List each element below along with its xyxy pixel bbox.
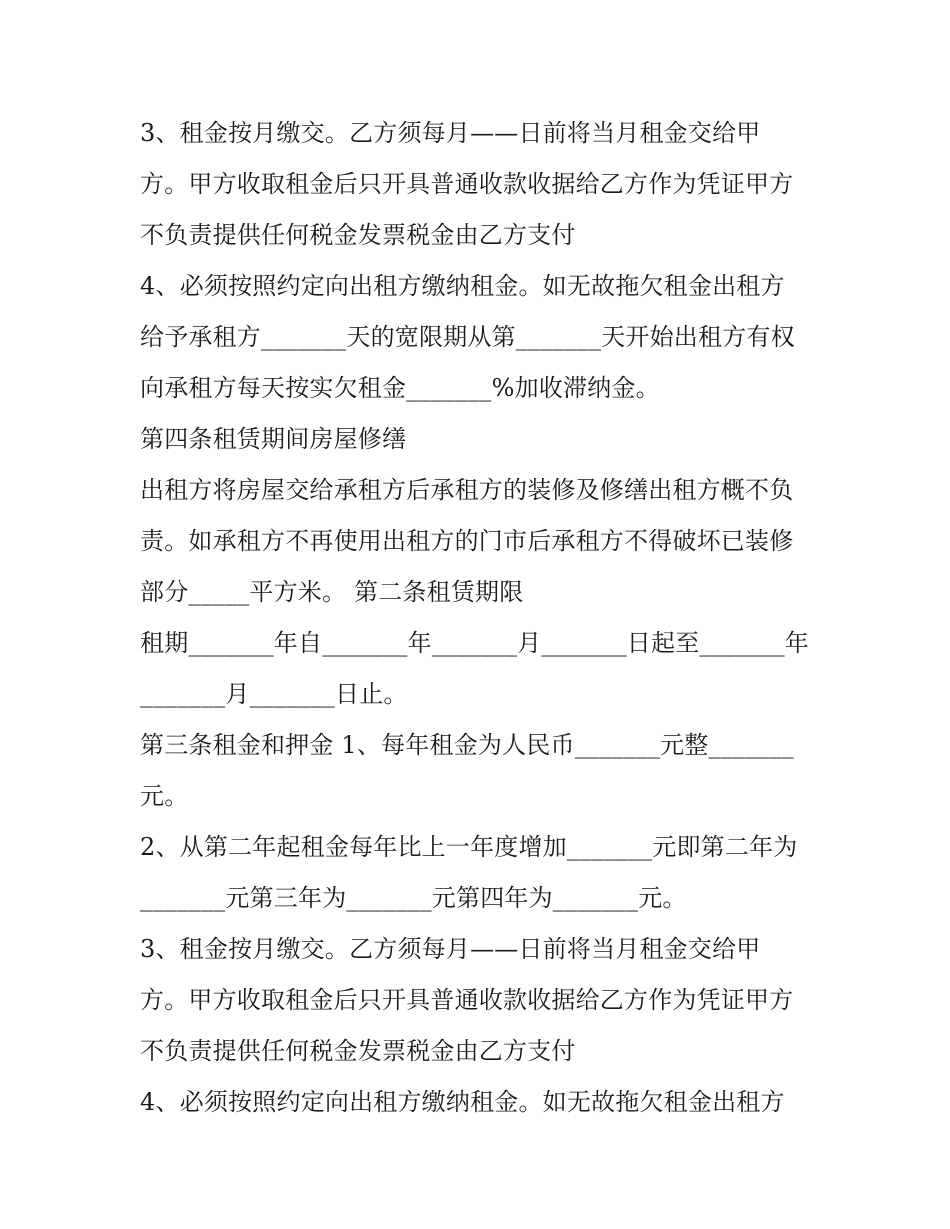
paragraph-line: _______元第三年为_______元第四年为_______元。 xyxy=(140,884,687,912)
paragraph-line: 第三条租金和押金 1、每年租金为人民币_______元整_______ xyxy=(140,731,794,759)
paragraph-line: 方。甲方收取租金后只开具普通收款收据给乙方作为凭证甲方 xyxy=(140,986,794,1014)
paragraph-line: 部分_____平方米。 第二条租赁期限 xyxy=(140,578,524,606)
paragraph-line: 4、必须按照约定向出租方缴纳租金。如无故拖欠租金出租方 xyxy=(140,1088,785,1116)
paragraph-line: 元。 xyxy=(140,782,189,810)
paragraph-line: 4、必须按照约定向出租方缴纳租金。如无故拖欠租金出租方 xyxy=(140,272,785,300)
paragraph-line: 2、从第二年起租金每年比上一年度增加_______元即第二年为 xyxy=(140,833,798,861)
paragraph-line: 3、租金按月缴交。乙方须每月——日前将当月租金交给甲 xyxy=(140,935,761,963)
section-heading: 第四条租赁期间房屋修缮 xyxy=(140,425,407,453)
paragraph-line: 3、租金按月缴交。乙方须每月——日前将当月租金交给甲 xyxy=(140,119,761,147)
paragraph-line: 给予承租方_______天的宽限期从第_______天开始出租方有权 xyxy=(140,323,795,351)
paragraph-line: _______月_______日止。 xyxy=(140,680,408,708)
paragraph-line: 不负责提供任何税金发票税金由乙方支付 xyxy=(140,1037,576,1065)
document-body xyxy=(140,108,830,1128)
paragraph-line: 出租方将房屋交给承租方后承租方的装修及修缮出租方概不负 xyxy=(140,476,794,504)
paragraph-line: 不负责提供任何税金发票税金由乙方支付 xyxy=(140,221,576,249)
paragraph-line: 租期_______年自_______年_______月_______日起至_______年 xyxy=(140,629,809,657)
paragraph-line: 向承租方每天按实欠租金_______%加收滞纳金。 xyxy=(140,374,660,402)
paragraph-line: 方。甲方收取租金后只开具普通收款收据给乙方作为凭证甲方 xyxy=(140,170,794,198)
paragraph-line: 责。如承租方不再使用出租方的门市后承租方不得破坏已装修 xyxy=(140,527,794,555)
